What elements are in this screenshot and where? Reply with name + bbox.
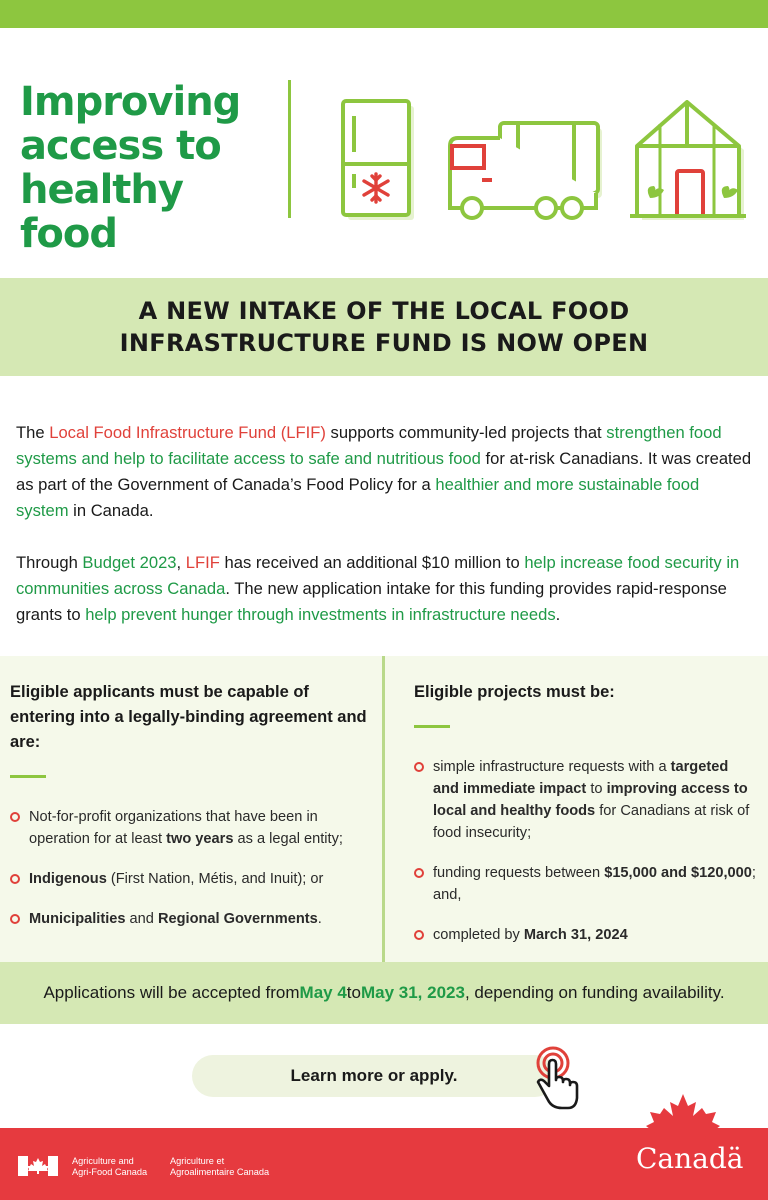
top-accent-bar	[0, 0, 768, 28]
text: simple infrastructure requests with a	[433, 759, 671, 775]
list-item	[10, 806, 370, 850]
text: for at-risk Canadians. It was created as part of the Government of Canada’s Food Policy for a	[16, 449, 752, 494]
text: , depending on funding availability.	[464, 983, 725, 1002]
list-item	[10, 868, 370, 890]
text: Agriculture et	[170, 1156, 225, 1166]
eligible-projects	[414, 680, 758, 964]
projects-heading: Eligible projects must be:	[414, 683, 615, 701]
bullet-circle-icon	[10, 914, 20, 924]
list-item	[414, 924, 758, 946]
text: in Canada.	[68, 501, 154, 520]
text: supports community-led projects that	[325, 423, 607, 442]
fund-name: Local Food Infrastructure Fund (LFIF)	[49, 423, 326, 442]
text: to	[346, 983, 361, 1002]
text: . The new application intake for this funding provides rapid-response grants to	[16, 579, 727, 624]
text: funding requests between	[433, 865, 605, 881]
text: Through	[16, 553, 83, 572]
emphasis: two years	[166, 831, 234, 847]
highlight: help prevent hunger through investments in infrastructure needs	[85, 605, 556, 624]
fridge-icon	[340, 98, 416, 246]
emphasis: $15,000 and $120,000	[604, 865, 752, 881]
text: Agri-Food Canada	[72, 1167, 148, 1177]
greenhouse-icon	[630, 100, 752, 246]
bullet-circle-icon	[414, 930, 424, 940]
text: as a legal entity;	[233, 831, 343, 847]
department-name-fr	[170, 1156, 269, 1178]
banner-title: A NEW INTAKE OF THE LOCAL FOOD INFRASTRUCTURE FUND IS NOW OPEN	[119, 297, 649, 357]
text: Agroalimentaire Canada	[170, 1167, 270, 1177]
title-line-1: Improving	[20, 79, 241, 125]
heading-rule	[10, 775, 46, 778]
intro-paragraph-2	[16, 550, 756, 628]
announcement-banner	[0, 278, 768, 376]
highlight: strengthen food systems and help to facilitate access to safe and nutritious food	[16, 423, 722, 468]
emphasis: Indigenous	[29, 871, 107, 887]
application-dates	[0, 962, 768, 1024]
text: Applications will be accepted from	[43, 983, 300, 1002]
highlight: healthier and more sustainable food system	[16, 475, 700, 520]
text: (First Nation, Métis, and Inuit); or	[106, 871, 324, 887]
title-line-2: access to	[20, 123, 221, 169]
bullet-circle-icon	[414, 868, 424, 878]
text: .	[317, 911, 322, 927]
column-divider	[382, 656, 385, 962]
page-title	[20, 80, 280, 256]
canada-flag-icon	[18, 1156, 58, 1176]
eligibility-section	[0, 656, 768, 962]
emphasis: improving access to local and healthy foods	[433, 781, 748, 819]
text: The	[16, 423, 50, 442]
text: completed by	[433, 927, 524, 943]
hero-divider	[288, 80, 291, 218]
highlight: help increase food security in communities across Canada	[16, 553, 740, 598]
learn-more-button[interactable]	[192, 1055, 556, 1097]
footer	[0, 1128, 768, 1200]
truck-icon	[446, 120, 606, 220]
text: ; and,	[433, 865, 756, 903]
text: Not-for-profit organizations that have been in operation for at least	[29, 809, 318, 847]
learn-more-label: Learn more or apply.	[290, 1066, 458, 1085]
bullet-circle-icon	[414, 762, 424, 772]
text: and	[125, 911, 158, 927]
emphasis: Municipalities	[29, 911, 126, 927]
text: for Canadians at risk of food insecurity;	[433, 803, 750, 841]
start-date: May 4	[299, 983, 347, 1002]
text: has received an additional $10 million to	[219, 553, 525, 572]
list-item	[414, 756, 758, 844]
heading-rule	[414, 725, 450, 728]
emphasis: targeted and immediate impact	[433, 759, 729, 797]
list-item	[414, 862, 758, 906]
emphasis: March 31, 2024	[523, 927, 628, 943]
eligible-applicants	[10, 680, 370, 948]
emphasis: Regional Governments	[157, 911, 318, 927]
hero-section	[0, 28, 768, 278]
highlight: Budget 2023	[82, 553, 177, 572]
intro-section	[16, 420, 756, 654]
fund-acronym: LFIF	[185, 553, 220, 572]
text: ,	[176, 553, 186, 572]
list-item	[10, 908, 370, 930]
maple-leaf-icon	[646, 1094, 720, 1140]
title-line-3: healthy food	[20, 167, 183, 257]
click-hand-icon[interactable]	[530, 1046, 582, 1112]
end-date: May 31, 2023	[360, 983, 465, 1002]
intro-paragraph-1	[16, 420, 756, 524]
text: Agriculture and	[72, 1156, 134, 1166]
bullet-circle-icon	[10, 874, 20, 884]
applicants-heading: Eligible applicants must be capable of entering into a legally-binding agreement and are:	[10, 683, 367, 751]
text: .	[555, 605, 561, 624]
text: to	[586, 781, 607, 797]
bullet-circle-icon	[10, 812, 20, 822]
department-name-en	[72, 1156, 147, 1178]
canada-wordmark: Canadä	[636, 1142, 744, 1175]
